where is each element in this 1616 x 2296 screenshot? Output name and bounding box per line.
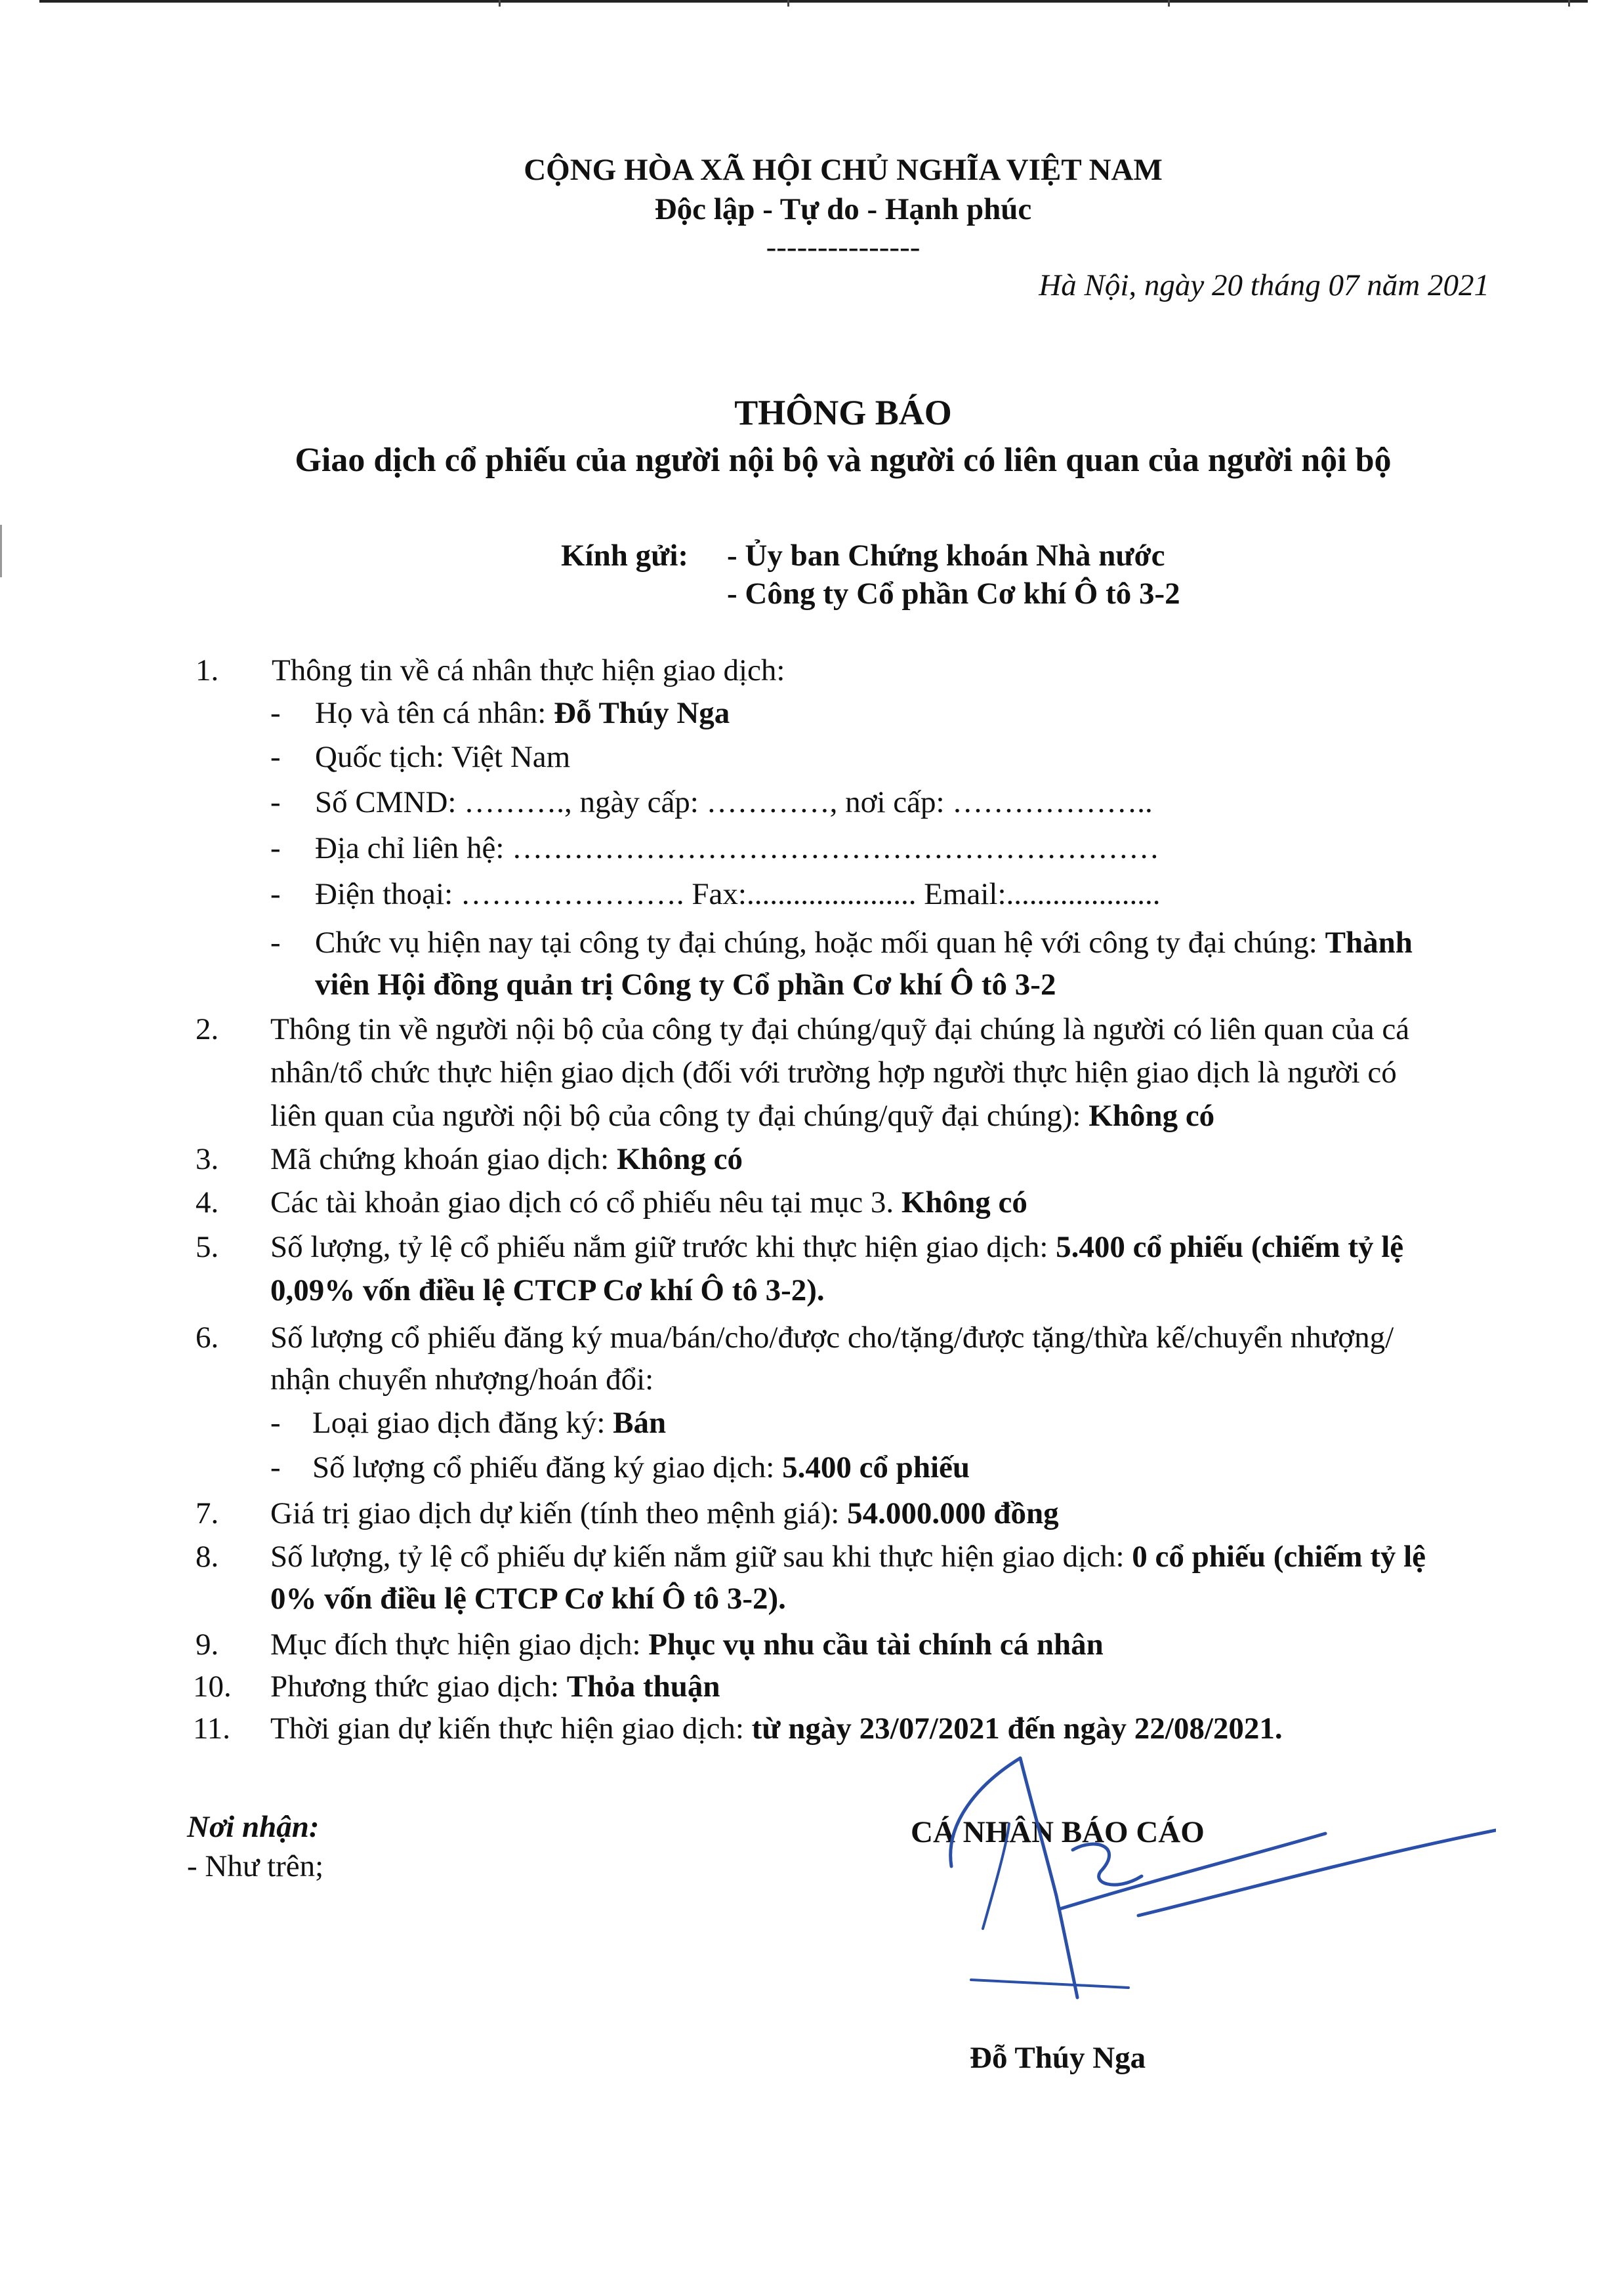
- motto: Độc lập - Tự do - Hạnh phúc: [654, 192, 1032, 226]
- header-divider: ---------------: [766, 230, 921, 264]
- item-number: 2.: [196, 1012, 219, 1046]
- recipient-item: - Ủy ban Chứng khoán Nhà nước: [727, 539, 1165, 573]
- item-number: 8.: [196, 1540, 219, 1574]
- bullet-dash: -: [270, 926, 281, 960]
- transaction-type-line: Loại giao dịch đăng ký: Bán: [312, 1406, 667, 1440]
- item-8-value: 0% vốn điều lệ CTCP Cơ khí Ô tô 3-2).: [270, 1582, 786, 1616]
- position-value: viên Hội đồng quản trị Công ty Cổ phần Cơ khí Ô tô 3-2: [315, 968, 1056, 1002]
- recipients-label: Kính gửi:: [561, 539, 689, 573]
- item-number: 1.: [196, 653, 219, 687]
- item-number: 5.: [196, 1230, 219, 1264]
- bullet-dash: -: [270, 1450, 281, 1485]
- item-number: 11.: [193, 1712, 231, 1746]
- nation-heading: CỘNG HÒA XÃ HỘI CHỦ NGHĨA VIỆT NAM: [524, 153, 1163, 187]
- item-11-line: Thời gian dự kiến thực hiện giao dịch: từ ngày 23/07/2021 đến ngày 22/08/2021.: [270, 1712, 1283, 1746]
- recipient-item: - Công ty Cổ phần Cơ khí Ô tô 3-2: [727, 577, 1180, 611]
- item-number: 3.: [196, 1142, 219, 1176]
- item-8-line: Số lượng, tỷ lệ cổ phiếu dự kiến nắm giữ sau khi thực hiện giao dịch: 0 cổ phiếu (chiếm tỷ lệ: [270, 1540, 1426, 1574]
- item-6-line: Số lượng cổ phiếu đăng ký mua/bán/cho/được cho/tặng/được tặng/thừa kế/chuyển nhượng/: [270, 1321, 1394, 1355]
- scan-mark: [499, 0, 501, 7]
- item-9-line: Mục đích thực hiện giao dịch: Phục vụ nhu cầu tài chính cá nhân: [270, 1628, 1104, 1662]
- item-2-line: Thông tin về người nội bộ của công ty đại chúng/quỹ đại chúng là người có liên quan của cá: [270, 1012, 1410, 1046]
- scan-top-border: [39, 0, 1588, 3]
- signature: [905, 1745, 1496, 2007]
- item-number: 6.: [196, 1321, 219, 1355]
- item-10-line: Phương thức giao dịch: Thỏa thuận: [270, 1670, 720, 1704]
- scan-mark: [787, 0, 789, 7]
- bullet-dash: -: [270, 785, 281, 819]
- address-line: Địa chỉ liên hệ: ………………………………………………………: [315, 831, 1160, 865]
- item-1-title: Thông tin về cá nhân thực hiện giao dịch:: [272, 653, 785, 687]
- person-name: Đỗ Thúy Nga: [554, 696, 730, 730]
- item-2-line: nhân/tổ chức thực hiện giao dịch (đối với trường hợp người thực hiện giao dịch là người có: [270, 1056, 1397, 1090]
- item-number: 7.: [196, 1496, 219, 1530]
- position-line: Chức vụ hiện nay tại công ty đại chúng, hoặc mối quan hệ với công ty đại chúng: Thành: [315, 926, 1413, 960]
- reporter-name: Đỗ Thúy Nga: [970, 2041, 1146, 2075]
- bullet-dash: -: [270, 1406, 281, 1440]
- scan-edge-mark: [0, 525, 2, 577]
- transaction-quantity-line: Số lượng cổ phiếu đăng ký giao dịch: 5.400 cổ phiếu: [312, 1450, 970, 1485]
- scan-mark: [1568, 0, 1570, 7]
- item-7-line: Giá trị giao dịch dự kiến (tính theo mệnh giá): 54.000.000 đồng: [270, 1496, 1059, 1530]
- item-5-line: Số lượng, tỷ lệ cổ phiếu nắm giữ trước khi thực hiện giao dịch: 5.400 cổ phiếu (chiếm tỷ lệ: [270, 1230, 1404, 1264]
- receivers-value: - Như trên;: [187, 1849, 324, 1883]
- place-date: Hà Nội, ngày 20 tháng 07 năm 2021: [1039, 268, 1489, 302]
- id-card-line: Số CMND: ………., ngày cấp: …………, nơi cấp: ………………..: [315, 785, 1153, 819]
- page-title: THÔNG BÁO: [734, 393, 952, 432]
- item-6-line: nhận chuyển nhượng/hoán đổi:: [270, 1363, 654, 1397]
- nationality: Quốc tịch: Việt Nam: [315, 740, 571, 774]
- bullet-dash: -: [270, 740, 281, 774]
- reporter-label: CÁ NHÂN BÁO CÁO: [911, 1815, 1205, 1849]
- item-3-line: Mã chứng khoán giao dịch: Không có: [270, 1142, 743, 1176]
- item-4-line: Các tài khoản giao dịch có cổ phiếu nêu tại mục 3. Không có: [270, 1185, 1027, 1220]
- receivers-label: Nơi nhận:: [187, 1810, 320, 1844]
- bullet-dash: -: [270, 696, 281, 730]
- bullet-dash: -: [270, 877, 281, 911]
- person-name-line: Họ và tên cá nhân: Đỗ Thúy Nga: [315, 696, 730, 730]
- bullet-dash: -: [270, 831, 281, 865]
- item-number: 10.: [193, 1670, 232, 1704]
- item-number: 9.: [196, 1628, 219, 1662]
- scan-mark: [1168, 0, 1170, 7]
- item-2-line: liên quan của người nội bộ của công ty đại chúng/quỹ đại chúng): Không có: [270, 1099, 1215, 1133]
- item-number: 4.: [196, 1185, 219, 1220]
- contact-line: Điện thoại: …………………. Fax:...................... Email:....................: [315, 877, 1161, 911]
- page-subtitle: Giao dịch cổ phiếu của người nội bộ và người có liên quan của người nội bộ: [295, 441, 1392, 479]
- item-5-value: 0,09% vốn điều lệ CTCP Cơ khí Ô tô 3-2).: [270, 1273, 825, 1307]
